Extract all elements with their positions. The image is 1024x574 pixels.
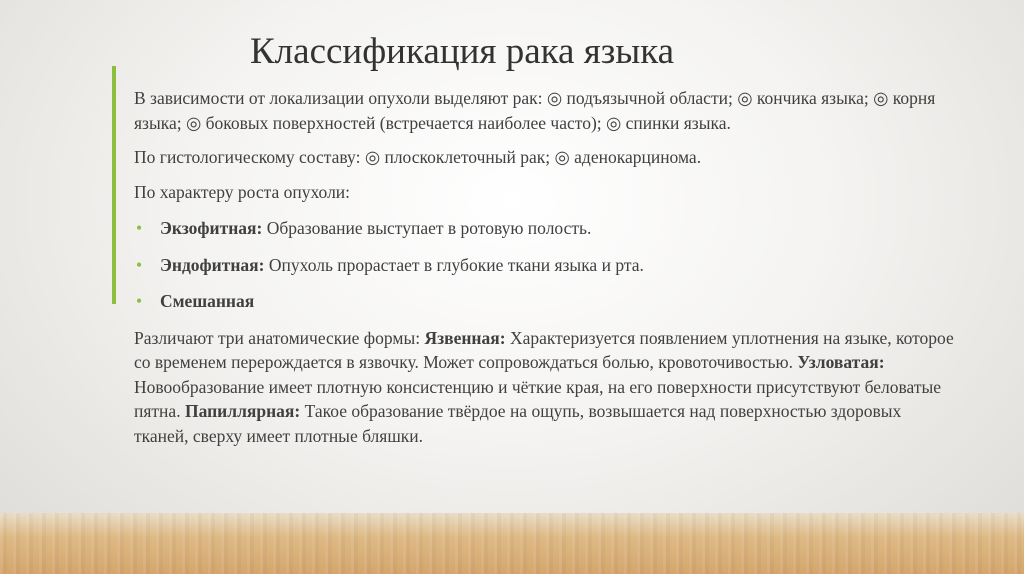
- accent-bar: [112, 66, 116, 304]
- form-nodular-term: Узловатая:: [797, 352, 885, 372]
- histology-items: ◎ плоскоклеточный рак; ◎ аденокарцинома.: [360, 147, 702, 167]
- form-papillary-term: Папиллярная:: [184, 401, 301, 421]
- form-ulcerative-text: Характеризуется появлением уплотнения на языке, которое со временем перерождается в язвочку. Может сопровождаться болью, кровоточивостью.: [134, 327, 954, 372]
- bullet-exophytic: [134, 216, 954, 241]
- bullet-mixed: [134, 289, 954, 314]
- slide-title: Классификация рака языка: [250, 31, 675, 72]
- bullet-endophytic: [134, 253, 954, 278]
- wooden-floor-background: [0, 513, 1024, 574]
- localization-intro: В зависимости от локализации опухоли выделяют рак:: [134, 88, 543, 108]
- form-nodular-text: Новообразование имеет плотную консистенцию и чёткие края, на его поверхности присутствуют беловатые пятна.: [134, 376, 942, 421]
- localization-paragraph: [134, 86, 954, 135]
- histology-intro: По гистологическому составу:: [134, 147, 361, 167]
- form-papillary-text: Такое образование твёрдое на ощупь, возвышается над поверхностью здоровых тканей, сверху имеет плотные бляшки.: [134, 401, 902, 446]
- bullet-dot: •: [136, 291, 143, 311]
- histology-paragraph: [134, 145, 954, 170]
- anatomic-forms-paragraph: [134, 326, 954, 449]
- bullet-term: Экзофитная:: [160, 218, 263, 238]
- form-ulcerative-term: Язвенная:: [424, 327, 506, 348]
- slide-content: [134, 86, 954, 460]
- bullet-dot: •: [136, 254, 143, 275]
- anatomic-intro: Различают три анатомические формы:: [134, 327, 425, 348]
- localization-items: ◎ подъязычной области; ◎ кончика языка; ◎ корня языка; ◎ боковых поверхностей (встречается наиболее часто); ◎ спинки языка.: [134, 88, 936, 133]
- bullet-term: Смешанная: [160, 291, 255, 311]
- bullet-dot: •: [136, 218, 143, 238]
- bullet-text: Опухоль прорастает в глубокие ткани языка и рта.: [264, 254, 644, 275]
- growth-intro: По характеру роста опухоли:: [134, 181, 351, 202]
- bullet-term: Эндофитная:: [160, 254, 265, 275]
- bullet-text: Образование выступает в ротовую полость.: [262, 218, 592, 238]
